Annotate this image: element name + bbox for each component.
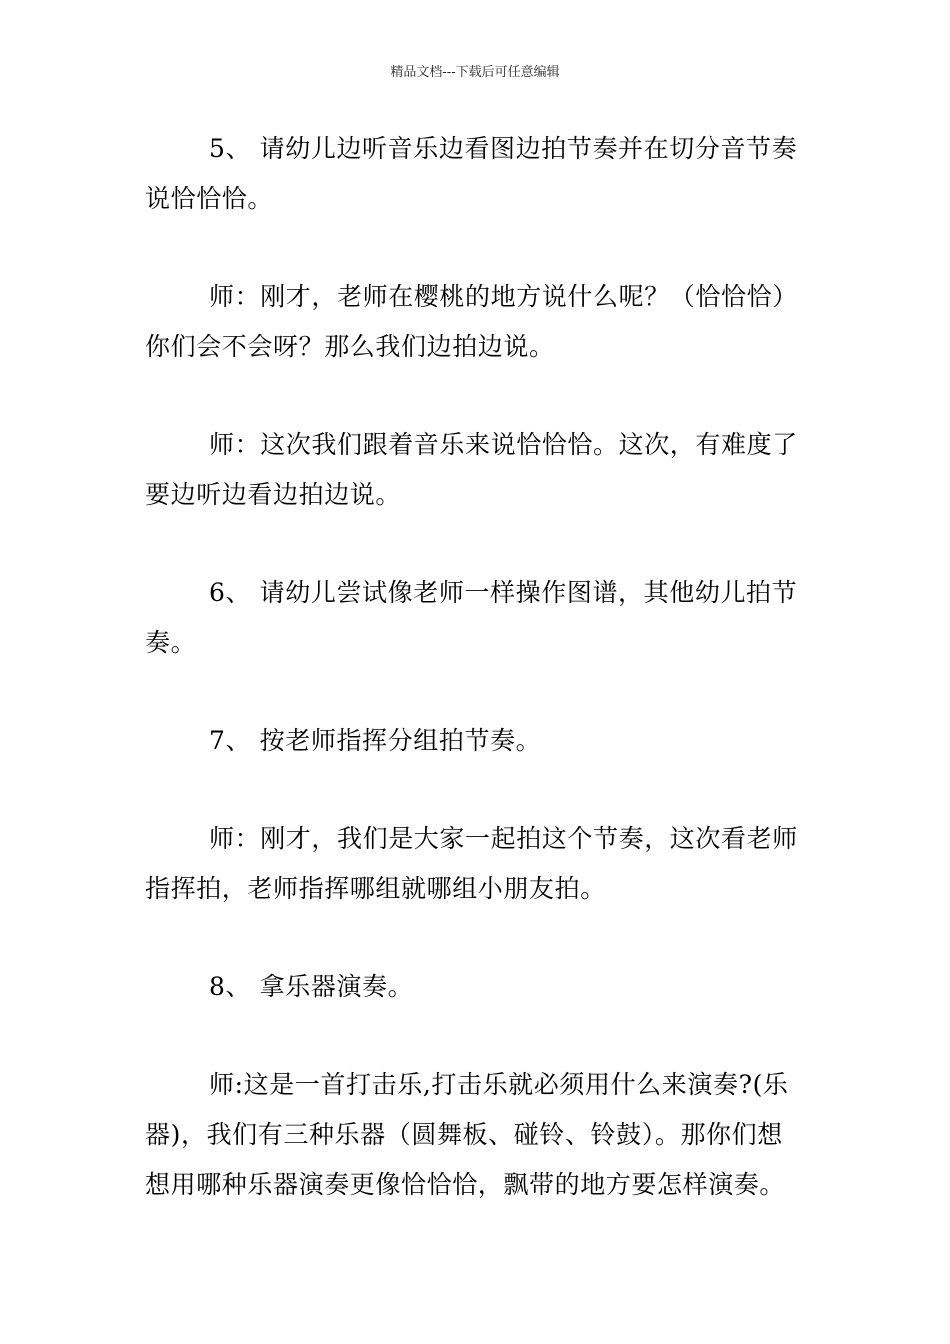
paragraph-teacher-instruments: 师:这是一首打击乐,打击乐就必须用什么来演奏?(乐器)，我们有三种乐器（圆舞板、碰铃、铃鼓）。那你们想想用哪种乐器演奏更像恰恰恰，飘带的地方要怎样演奏。 <box>145 1070 789 1199</box>
page-header: 精品文档---下载后可任意编辑 <box>390 65 560 80</box>
paragraph-step-5: 5、 请幼儿边听音乐边看图边拍节奏并在切分音节奏说恰恰恰。 <box>145 134 798 213</box>
paragraph-teacher-music: 师：这次我们跟着音乐来说恰恰恰。这次，有难度了要边听边看边拍边说。 <box>145 430 798 509</box>
paragraph-step-7: 7、 按老师指挥分组拍节奏。 <box>209 726 542 755</box>
paragraph-teacher-question: 师：刚才，老师在樱桃的地方说什么呢？（恰恰恰）你们会不会呀？那么我们边拍边说。 <box>145 282 798 361</box>
paragraph-step-6: 6、 请幼儿尝试像老师一样操作图谱，其他幼儿拍节奏。 <box>145 578 798 657</box>
paragraph-teacher-conduct: 师：刚才，我们是大家一起拍这个节奏，这次看老师指挥拍，老师指挥哪组就哪组小朋友拍。 <box>145 824 798 903</box>
paragraph-step-8: 8、 拿乐器演奏。 <box>209 972 414 1001</box>
document-body <box>145 124 807 1210</box>
